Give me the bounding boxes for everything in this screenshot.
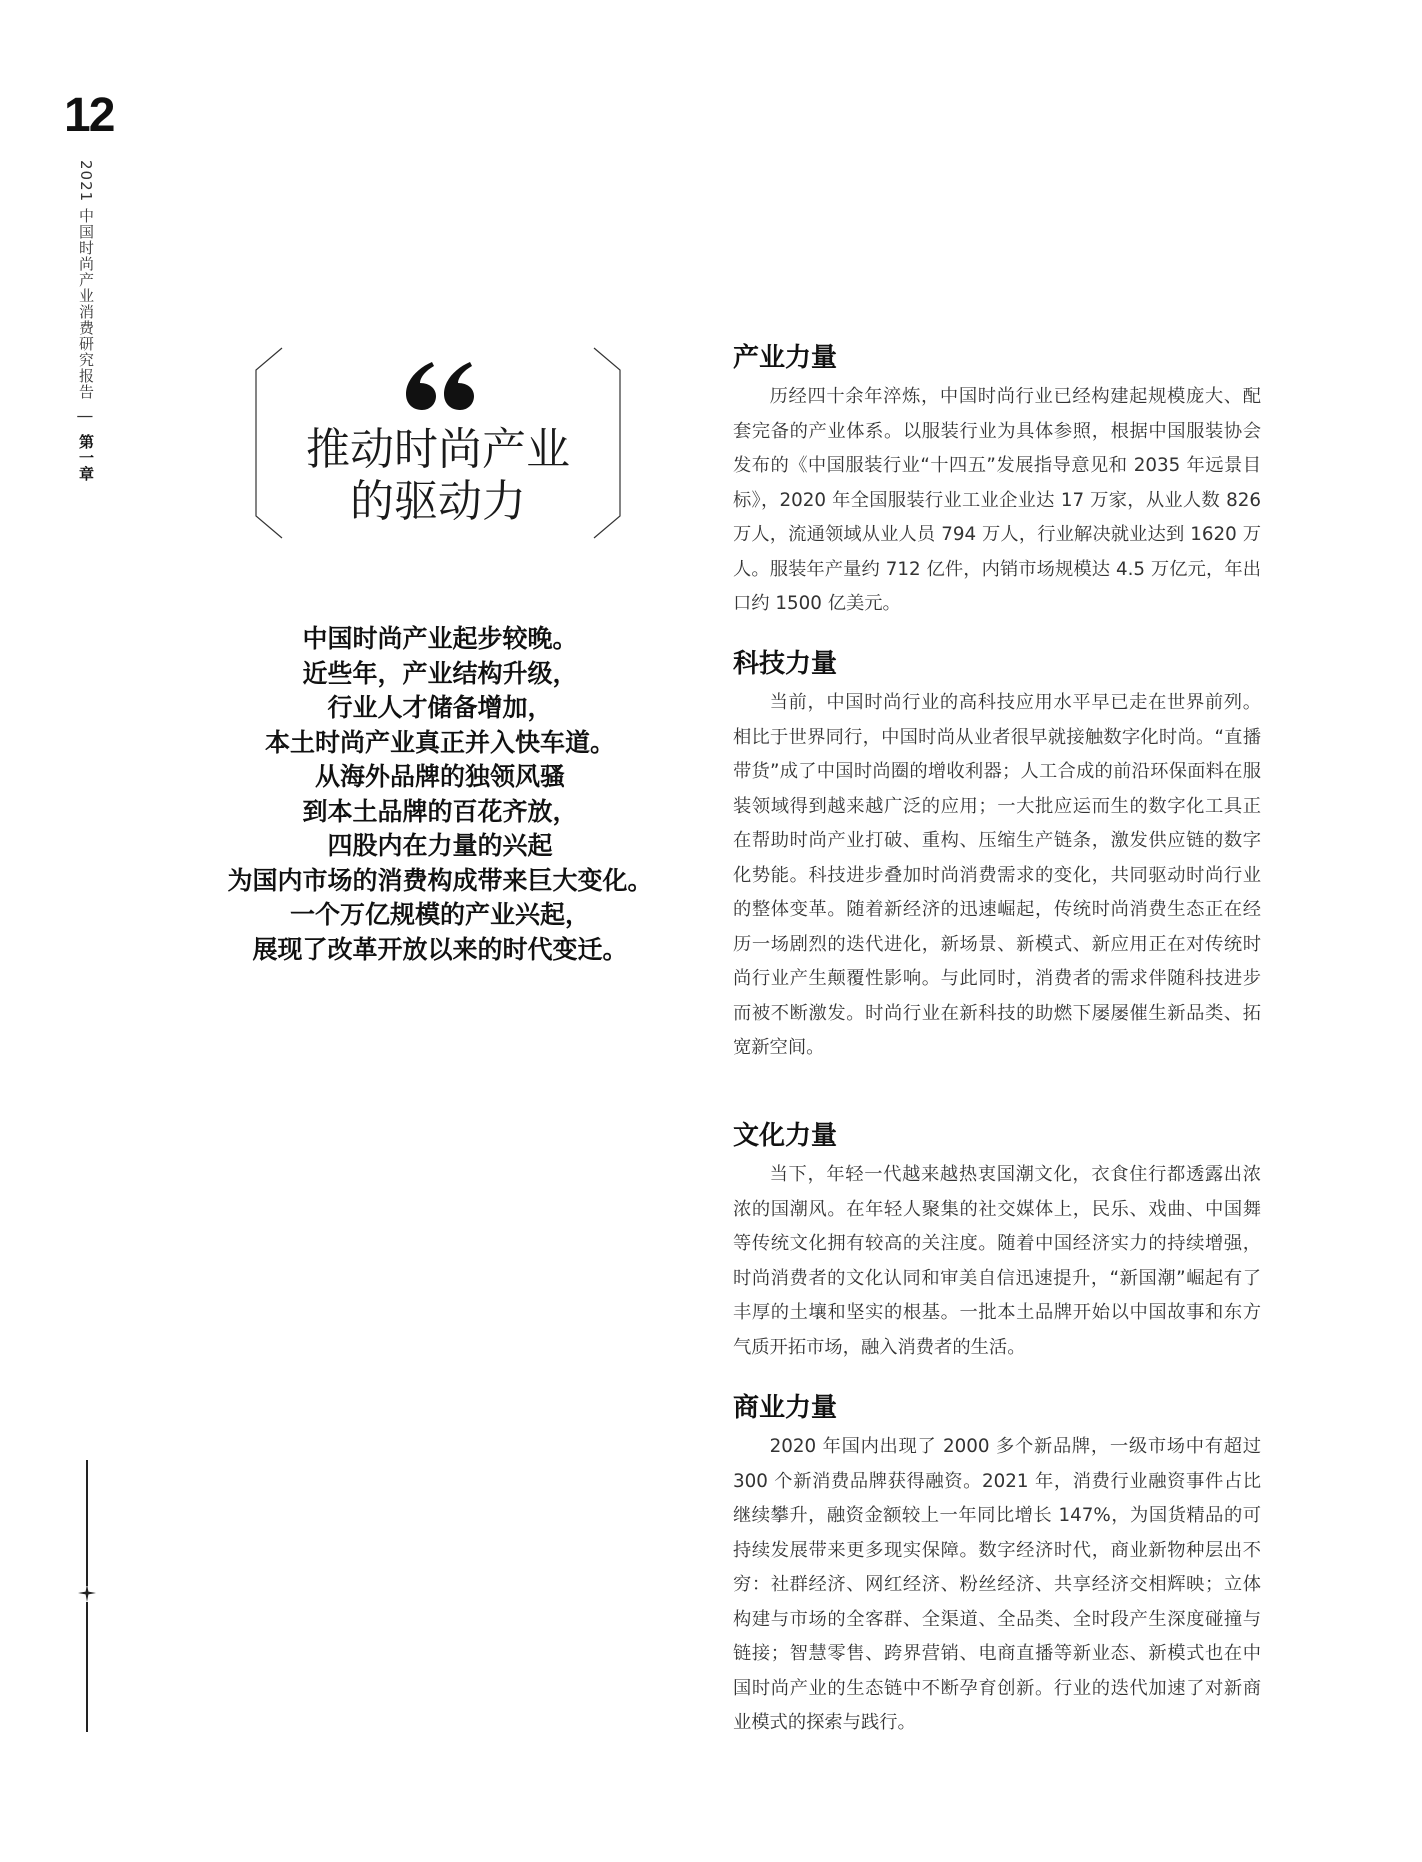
intro-line: 行业人才储备增加， bbox=[327, 693, 553, 722]
pull-quote-line-1: 推动时尚产业 bbox=[306, 424, 570, 475]
section-culture bbox=[733, 1118, 1261, 1365]
section-body-culture: 当下，年轻一代越来越热衷国潮文化，衣食住行都透露出浓浓的国潮风。在年轻人聚集的社交媒体上，民乐、戏曲、中国舞等传统文化拥有较高的关注度。随着中国经济实力的持续增强，时尚消费者的文化认同和审美自信迅速提升，“新国潮”崛起有了丰厚的土壤和坚实的根基。一批本土品牌开始以中国故事和东方气质开拓市场，融入消费者的生活。 bbox=[733, 1164, 1261, 1358]
margin-rule-top bbox=[86, 1460, 88, 1586]
running-header bbox=[76, 160, 97, 482]
section-tech bbox=[733, 646, 1261, 1066]
intro-line: 四股内在力量的兴起 bbox=[327, 831, 553, 860]
intro-line: 近些年，产业结构升级， bbox=[302, 658, 578, 688]
section-body-tech: 当前，中国时尚行业的高科技应用水平早已走在世界前列。相比于世界同行，中国时尚从业者很早就接触数字化时尚。“直播带货”成了中国时尚圈的增收利器；人工合成的前沿环保面料在服装领域得到越来越广泛的应用；一大批应运而生的数字化工具正在帮助时尚产业打破、重构、压缩生产链条，激发供应链的数字化势能。科技进步叠加时尚消费需求的变化，共同驱动时尚行业的整体变革。随着新经济的迅速崛起，传统时尚消费生态正在经历一场剧烈的迭代进化，新场景、新模式、新应用正在对传统时尚行业产生颠覆性影响。与此同时，消费者的需求伴随科技进步而被不断激发。时尚行业在新科技的助燃下屡屡催生新品类、拓宽新空间。 bbox=[733, 692, 1261, 1058]
intro-line: 展现了改革开放以来的时代变迁。 bbox=[252, 934, 628, 964]
chapter-label: 第一章 bbox=[77, 433, 95, 482]
intro-line: 中国时尚产业起步较晚。 bbox=[302, 624, 578, 653]
margin-rule-bottom bbox=[86, 1602, 88, 1732]
quote-mark-icon bbox=[404, 360, 476, 412]
running-separator: | bbox=[77, 413, 95, 420]
pull-quote-line-2: 的驱动力 bbox=[350, 476, 526, 527]
section-commerce bbox=[733, 1390, 1261, 1741]
section-industry bbox=[733, 340, 1261, 622]
section-heading-tech: 科技力量 bbox=[733, 649, 838, 679]
intro-line: 本土时尚产业真正并入快车道。 bbox=[264, 727, 615, 757]
intro-line: 到本土品牌的百花齐放， bbox=[302, 796, 578, 826]
intro-paragraph bbox=[190, 622, 690, 967]
section-heading-culture: 文化力量 bbox=[733, 1121, 838, 1151]
intro-line: 为国内市场的消费构成带来巨大变化。 bbox=[227, 865, 653, 895]
intro-line: 一个万亿规模的产业兴起， bbox=[289, 900, 590, 929]
four-point-star-icon bbox=[78, 1584, 96, 1602]
running-title: 中国时尚产业消费研究报告 bbox=[77, 207, 95, 400]
pull-quote-title bbox=[260, 424, 616, 528]
section-body-industry: 历经四十余年淬炼，中国时尚行业已经构建起规模庞大、配套完备的产业体系。以服装行业为具体参照，根据中国服装协会发布的《中国服装行业“十四五”发展指导意见和 2035 年远景目标》，2020 年全国服装行业工业企业达 17 万家，从业人数 826 万人，流通领域从业人员 794 万人，行业解决就业达到 1620 万人。服装年产量约 712 亿件，内销市场规模达 4.5 万亿元，年出口约 1500 亿美元。 bbox=[733, 386, 1261, 614]
page-number: 12 bbox=[64, 89, 114, 142]
running-year: 2021 bbox=[77, 160, 95, 203]
section-heading-industry: 产业力量 bbox=[733, 343, 838, 373]
section-body-commerce: 2020 年国内出现了 2000 多个新品牌，一级市场中有超过 300 个新消费品牌获得融资。2021 年，消费行业融资事件占比继续攀升，融资金额较上一年同比增长 147%，为国货精品的可持续发展带来更多现实保障。数字经济时代，商业新物种层出不穷：社群经济、网红经济、粉丝经济、共享经济交相辉映；立体构建与市场的全客群、全渠道、全品类、全时段产生深度碰撞与链接；智慧零售、跨界营销、电商直播等新业态、新模式也在中国时尚产业的生态链中不断孕育创新。行业的迭代加速了对新商业模式的探索与践行。 bbox=[733, 1436, 1261, 1733]
intro-line: 从海外品牌的独领风骚 bbox=[314, 762, 565, 791]
section-heading-commerce: 商业力量 bbox=[733, 1393, 838, 1423]
